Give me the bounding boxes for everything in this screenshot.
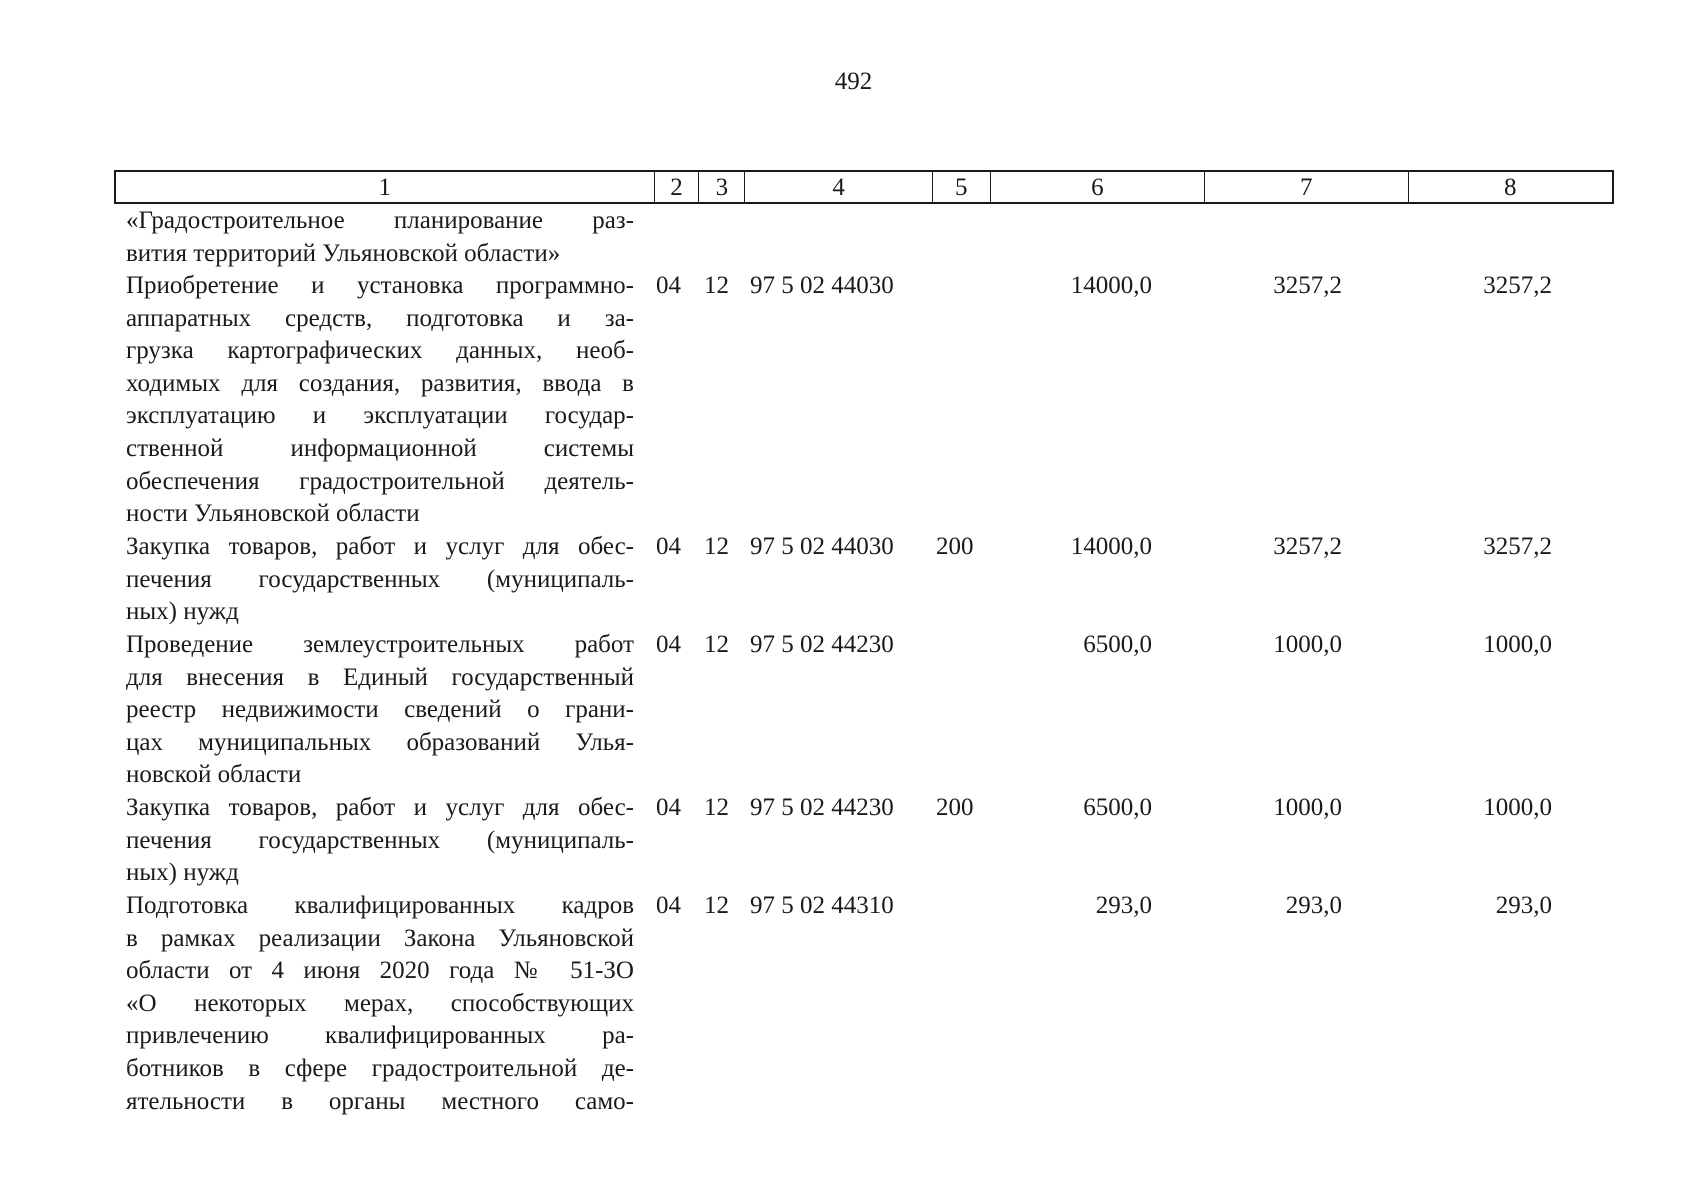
cell-section: 04 <box>656 272 681 299</box>
cell-amount-8: 1000,0 <box>1483 631 1552 658</box>
description-line: ных) нужд <box>126 859 239 887</box>
description-line: ятельности в органы местного само- <box>126 1087 634 1115</box>
cell-target-code: 97 5 02 44030 <box>750 533 894 560</box>
description-line: в рамках реализации Закона Ульяновской <box>126 924 634 952</box>
row-description <box>126 205 634 270</box>
cell-subsection: 12 <box>704 794 729 821</box>
cell-amount-7: 1000,0 <box>1273 794 1342 821</box>
cell-target-code: 97 5 02 44310 <box>750 892 894 919</box>
row-description <box>126 792 634 890</box>
description-line: аппаратных средств, подготовка и за- <box>126 304 634 332</box>
description-line: новской области <box>126 761 302 789</box>
description-line: области от 4 июня 2020 года № 51-ЗО <box>126 957 634 985</box>
cell-amount-6: 14000,0 <box>1070 533 1152 560</box>
cell-amount-7: 293,0 <box>1285 892 1342 919</box>
description-line: Приобретение и установка программно- <box>126 272 634 299</box>
header-cell-3: 3 <box>699 172 745 202</box>
description-line: привлечению квалифицированных ра- <box>126 1022 634 1050</box>
cell-amount-6: 293,0 <box>1095 892 1152 919</box>
description-line: Подготовка квалифицированных кадров <box>126 892 634 919</box>
header-cell-4: 4 <box>745 172 933 202</box>
cell-amount-7: 3257,2 <box>1273 272 1342 299</box>
cell-amount-7: 1000,0 <box>1273 631 1342 658</box>
cell-subsection: 12 <box>704 892 729 919</box>
header-cell-7: 7 <box>1205 172 1408 202</box>
cell-subsection: 12 <box>704 533 729 560</box>
description-line: обеспечения градостроительной деятель- <box>126 467 634 495</box>
description-line: Закупка товаров, работ и услуг для обес- <box>126 794 634 821</box>
description-line: печения государственных (муниципаль- <box>126 826 634 854</box>
description-line: ходимых для создания, развития, ввода в <box>126 369 634 397</box>
cell-expense-type: 200 <box>936 794 974 821</box>
cell-amount-6: 6500,0 <box>1083 631 1152 658</box>
cell-target-code: 97 5 02 44230 <box>750 631 894 658</box>
description-line: для внесения в Единый государственный <box>126 663 634 691</box>
table-header <box>114 170 1614 204</box>
cell-amount-6: 6500,0 <box>1083 794 1152 821</box>
cell-subsection: 12 <box>704 631 729 658</box>
description-line: вития территорий Ульяновской области» <box>126 239 561 267</box>
description-line: эксплуатацию и эксплуатации государ- <box>126 402 634 430</box>
cell-amount-8: 293,0 <box>1495 892 1552 919</box>
description-line: грузка картографических данных, необ- <box>126 337 634 365</box>
cell-expense-type: 200 <box>936 533 974 560</box>
cell-section: 04 <box>656 631 681 658</box>
description-line: ных) нужд <box>126 598 239 626</box>
description-line: «Градостроительное планирование раз- <box>126 207 634 234</box>
header-cell-1: 1 <box>116 172 655 202</box>
description-line: ственной информационной системы <box>126 434 634 462</box>
cell-subsection: 12 <box>704 272 729 299</box>
row-description <box>126 531 634 629</box>
row-description <box>126 270 634 531</box>
cell-amount-7: 3257,2 <box>1273 533 1342 560</box>
description-line: ботников в сфере градостроительной де- <box>126 1054 634 1082</box>
page-number: 492 <box>834 68 873 95</box>
cell-amount-8: 1000,0 <box>1483 794 1552 821</box>
description-line: реестр недвижимости сведений о грани- <box>126 696 634 724</box>
description-line: печения государственных (муниципаль- <box>126 565 634 593</box>
row-description <box>126 629 634 792</box>
cell-amount-8: 3257,2 <box>1483 272 1552 299</box>
cell-section: 04 <box>656 533 681 560</box>
cell-target-code: 97 5 02 44030 <box>750 272 894 299</box>
header-cell-5: 5 <box>933 172 991 202</box>
cell-amount-6: 14000,0 <box>1070 272 1152 299</box>
row-description <box>126 890 634 1118</box>
description-line: ности Ульяновской области <box>126 500 420 528</box>
description-line: Закупка товаров, работ и услуг для обес- <box>126 533 634 560</box>
description-line: «О некоторых мерах, способствующих <box>126 989 634 1017</box>
header-cell-6: 6 <box>991 172 1205 202</box>
description-line: Проведение землеустроительных работ <box>126 631 634 658</box>
header-cell-2: 2 <box>655 172 700 202</box>
cell-section: 04 <box>656 892 681 919</box>
cell-amount-8: 3257,2 <box>1483 533 1552 560</box>
header-cell-8: 8 <box>1504 174 1517 201</box>
cell-section: 04 <box>656 794 681 821</box>
description-line: цах муниципальных образований Улья- <box>126 728 634 756</box>
cell-target-code: 97 5 02 44230 <box>750 794 894 821</box>
